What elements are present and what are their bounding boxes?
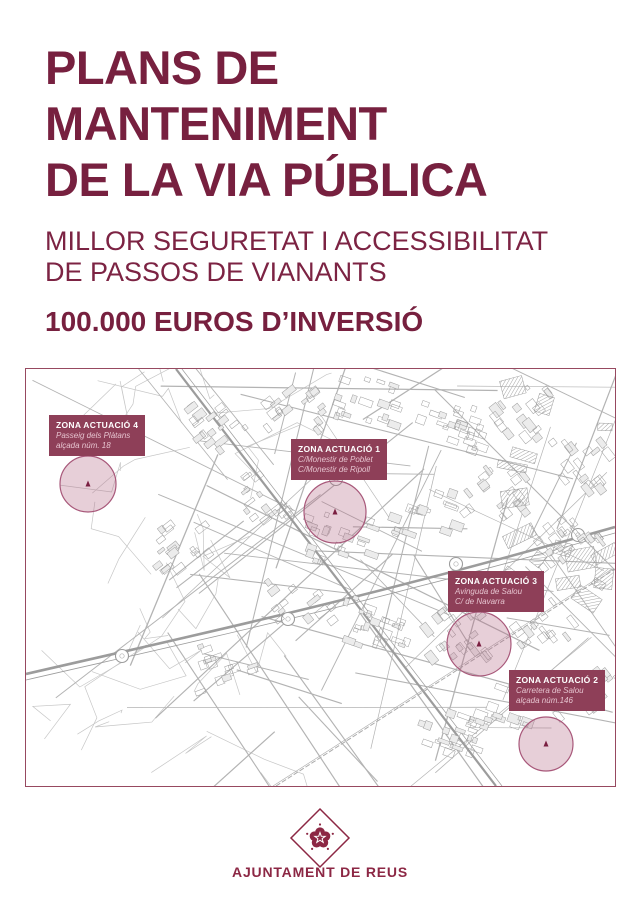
- investment-amount: 100.000 EUROS D’INVERSIÓ: [45, 306, 424, 337]
- zone-title: ZONA ACTUACIÓ 2: [516, 675, 599, 685]
- title-line-2: MANTENIMENT: [45, 97, 387, 150]
- zone-title: ZONA ACTUACIÓ 3: [455, 576, 538, 586]
- zone-label-2: [509, 670, 605, 711]
- page-title: [45, 40, 487, 208]
- zone-street-1: Carretera de Salou: [516, 686, 584, 695]
- zone-street-2: C/Monestir de Ripoll: [298, 465, 371, 474]
- zone-street-1: Avinguda de Salou: [455, 587, 523, 596]
- reus-rose-logo: [288, 806, 352, 870]
- title-line-3: DE LA VIA PÚBLICA: [45, 153, 488, 206]
- zone-label-1: [291, 439, 387, 480]
- zone-street-2: C/ de Navarra: [455, 597, 505, 606]
- zone-title: ZONA ACTUACIÓ 1: [298, 444, 381, 454]
- subtitle-line-2: DE PASSOS DE VIANANTS: [45, 257, 387, 287]
- title-line-1: PLANS DE: [45, 41, 279, 94]
- zone-street-1: C/Monestir de Poblet: [298, 455, 373, 464]
- zone-label-3: [448, 571, 544, 612]
- rose-emblem: [306, 823, 334, 850]
- zone-title: ZONA ACTUACIÓ 4: [56, 420, 139, 430]
- city-map: [25, 368, 616, 787]
- zone-street-2: alçada núm.146: [516, 696, 573, 705]
- zone-street-2: alçada núm. 18: [56, 441, 111, 450]
- organization-name: AJUNTAMENT DE REUS: [232, 864, 408, 880]
- zone-label-4: [49, 415, 145, 456]
- subtitle-line-1: MILLOR SEGURETAT I ACCESSIBILITAT: [45, 226, 549, 256]
- zone-street-1: Passeig dels Plàtans: [56, 431, 131, 440]
- page-subtitle: [45, 226, 548, 288]
